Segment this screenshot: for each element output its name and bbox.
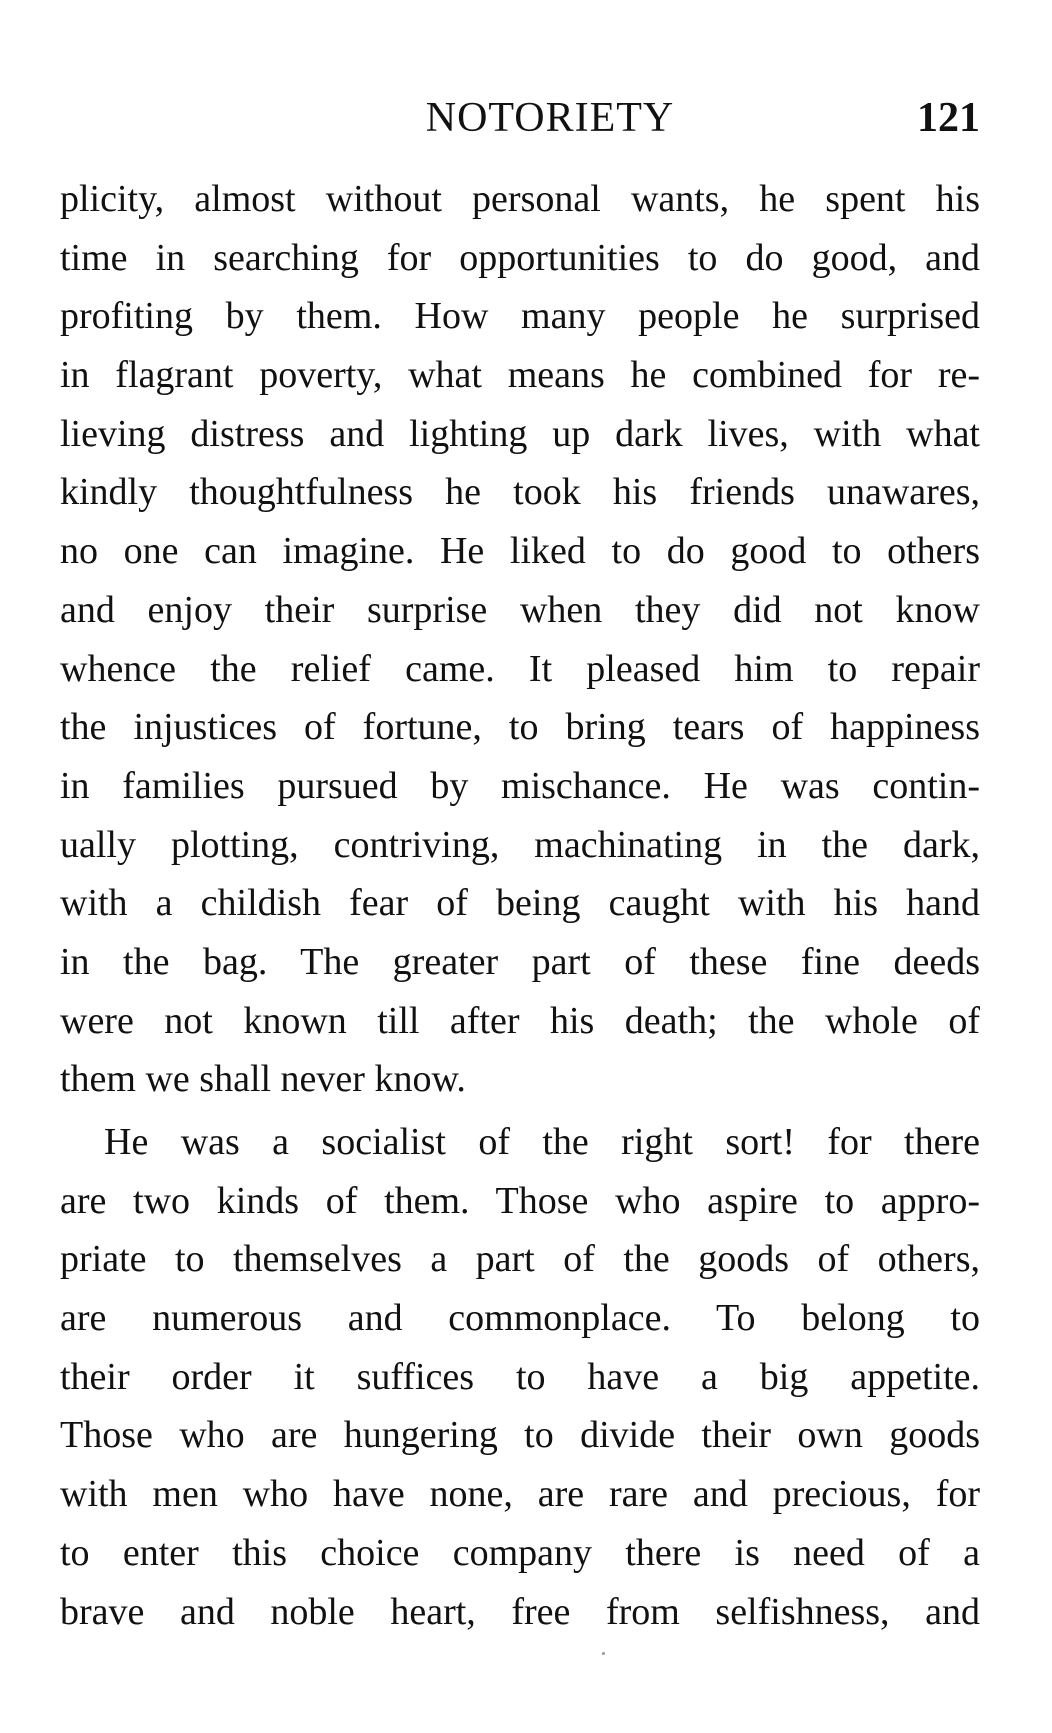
text-line: time in searching for opportunities to do good, and	[60, 236, 980, 279]
text-line: lieving distress and lighting up dark lives, with what	[60, 412, 980, 455]
text-line: plicity, almost without personal wants, he spent his	[60, 178, 980, 220]
text-line: in families pursued by mischance. He was contin-	[60, 764, 980, 807]
text-line: their order it suffices to have a big appetite.	[60, 1355, 980, 1398]
text-line: Those who are hungering to divide their own goods	[60, 1414, 980, 1457]
text-line: are numerous and commonplace. To belong to	[60, 1297, 980, 1340]
text-line: He was a socialist of the right sort! for there	[104, 1121, 980, 1163]
text-line: with men who have none, are rare and precious, for	[60, 1473, 980, 1516]
text-line: the injustices of fortune, to bring tears of happiness	[60, 706, 980, 749]
text-line: were not known till after his death; the whole of	[60, 999, 980, 1042]
text-line: with a childish fear of being caught with his hand	[60, 882, 980, 925]
text-line: whence the relief came. It pleased him to repair	[60, 647, 980, 690]
text-line: and enjoy their surprise when they did not know	[60, 588, 980, 631]
text-line: brave and noble heart, free from selfishness, and	[60, 1590, 980, 1633]
paragraph	[60, 170, 980, 1109]
text-line: kindly thoughtfulness he took his friends unawares,	[60, 471, 980, 514]
text-line: in flagrant poverty, what means he combined for re-	[60, 354, 980, 397]
running-title: NOTORIETY	[425, 95, 675, 141]
paragraph	[60, 1113, 980, 1641]
page-number: 121	[917, 95, 980, 141]
text-line: to enter this choice company there is need of a	[60, 1531, 980, 1574]
text-line: ually plotting, contriving, machinating in the dark,	[60, 823, 980, 866]
text-line: in the bag. The greater part of these fine deeds	[60, 940, 980, 983]
text-line: profiting by them. How many people he surprised	[60, 295, 980, 338]
text-line: priate to themselves a part of the goods of others,	[60, 1238, 980, 1281]
text-line: no one can imagine. He liked to do good to others	[60, 530, 980, 573]
body-text	[60, 170, 980, 1641]
text-line: them we shall never know.	[60, 1058, 466, 1101]
text-line: are two kinds of them. Those who aspire to appro-	[60, 1179, 980, 1222]
paper-speck	[602, 1652, 605, 1655]
running-head	[60, 88, 980, 148]
